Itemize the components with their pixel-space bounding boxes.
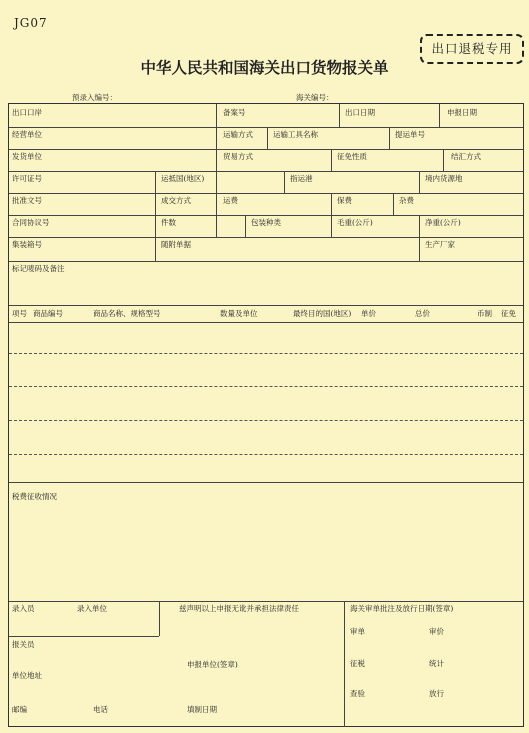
deal-mode-label: 成交方式 bbox=[161, 196, 191, 205]
export-tax-refund-stamp: 出口退税专用 bbox=[420, 34, 524, 64]
phone-label: 电话 bbox=[93, 705, 108, 714]
tax-nature-label: 征免性质 bbox=[337, 152, 367, 161]
contract-no-label: 合同协议号 bbox=[12, 218, 50, 227]
goods-no-header: 商品编号 bbox=[33, 309, 63, 318]
page-title: 中华人民共和国海关出口货物报关单 bbox=[140, 59, 389, 77]
final-dest-header: 最终目的国(地区) bbox=[293, 309, 352, 318]
record-no-label: 备案号 bbox=[223, 108, 246, 117]
net-weight-label: 净重(公斤) bbox=[425, 218, 461, 227]
exemption-header: 征免 bbox=[501, 309, 516, 318]
attached-docs-label: 随附单据 bbox=[161, 240, 191, 249]
declarant-label: 报关员 bbox=[12, 640, 35, 649]
statistics-label: 统计 bbox=[429, 659, 444, 668]
entry-clerk-label: 录入员 bbox=[12, 604, 35, 613]
customs-approval-label: 海关审单批注及放行日期(签章) bbox=[350, 604, 454, 613]
form-code: JG07 bbox=[14, 16, 48, 30]
currency-header: 币制 bbox=[477, 309, 492, 318]
packaging-label: 包装种类 bbox=[251, 218, 281, 227]
approval-no-label: 批准文号 bbox=[12, 196, 42, 205]
tax-levy-label: 征税 bbox=[350, 659, 365, 668]
customs-number-label: 海关编号： bbox=[296, 93, 334, 102]
pre-entry-number-label: 预录入编号： bbox=[72, 93, 117, 102]
export-date-label: 出口日期 bbox=[345, 108, 375, 117]
inspection-label: 查验 bbox=[350, 689, 365, 698]
pieces-label: 件数 bbox=[161, 218, 176, 227]
goods-name-header: 商品名称、规格型号 bbox=[93, 309, 161, 318]
entry-unit-label: 录入单位 bbox=[77, 604, 107, 613]
unit-price-header: 单价 bbox=[361, 309, 376, 318]
tax-status-label: 税费征收情况 bbox=[12, 492, 57, 501]
manufacturer-label: 生产厂家 bbox=[425, 240, 455, 249]
freight-label: 运费 bbox=[223, 196, 238, 205]
declaration-form bbox=[8, 103, 524, 727]
release-label: 放行 bbox=[429, 689, 444, 698]
gross-weight-label: 毛重(公斤) bbox=[337, 218, 373, 227]
postcode-label: 邮编 bbox=[12, 705, 27, 714]
insurance-label: 保费 bbox=[337, 196, 352, 205]
transport-mode-label: 运输方式 bbox=[223, 130, 253, 139]
declare-date-label: 申报日期 bbox=[447, 108, 477, 117]
qty-unit-header: 数量及单位 bbox=[220, 309, 258, 318]
container-no-label: 集装箱号 bbox=[12, 240, 42, 249]
consignor-label: 发货单位 bbox=[12, 152, 42, 161]
declaration-statement: 兹声明以上申报无讹并承担法律责任 bbox=[179, 604, 299, 613]
trade-mode-label: 贸易方式 bbox=[223, 152, 253, 161]
marks-remarks-label: 标记唛码及备注 bbox=[12, 264, 65, 273]
total-price-header: 总价 bbox=[415, 309, 430, 318]
review-label: 审单 bbox=[350, 627, 365, 636]
operating-unit-label: 经营单位 bbox=[12, 130, 42, 139]
source-place-label: 境内货源地 bbox=[425, 174, 463, 183]
bill-no-label: 提运单号 bbox=[395, 130, 425, 139]
settlement-label: 结汇方式 bbox=[451, 152, 481, 161]
port-dest-label: 指运港 bbox=[290, 174, 313, 183]
fill-date-label: 填制日期 bbox=[187, 705, 217, 714]
export-port-label: 出口口岸 bbox=[12, 108, 42, 117]
license-no-label: 许可证号 bbox=[12, 174, 42, 183]
transport-tool-label: 运输工具名称 bbox=[273, 130, 318, 139]
unit-address-label: 单位地址 bbox=[12, 671, 42, 680]
declare-unit-label: 申报单位(签章) bbox=[187, 660, 238, 669]
item-no-header: 项号 bbox=[12, 309, 27, 318]
dest-country-label: 运抵国(地区) bbox=[161, 174, 205, 183]
misc-fee-label: 杂费 bbox=[399, 196, 414, 205]
pricing-label: 审价 bbox=[429, 627, 444, 636]
